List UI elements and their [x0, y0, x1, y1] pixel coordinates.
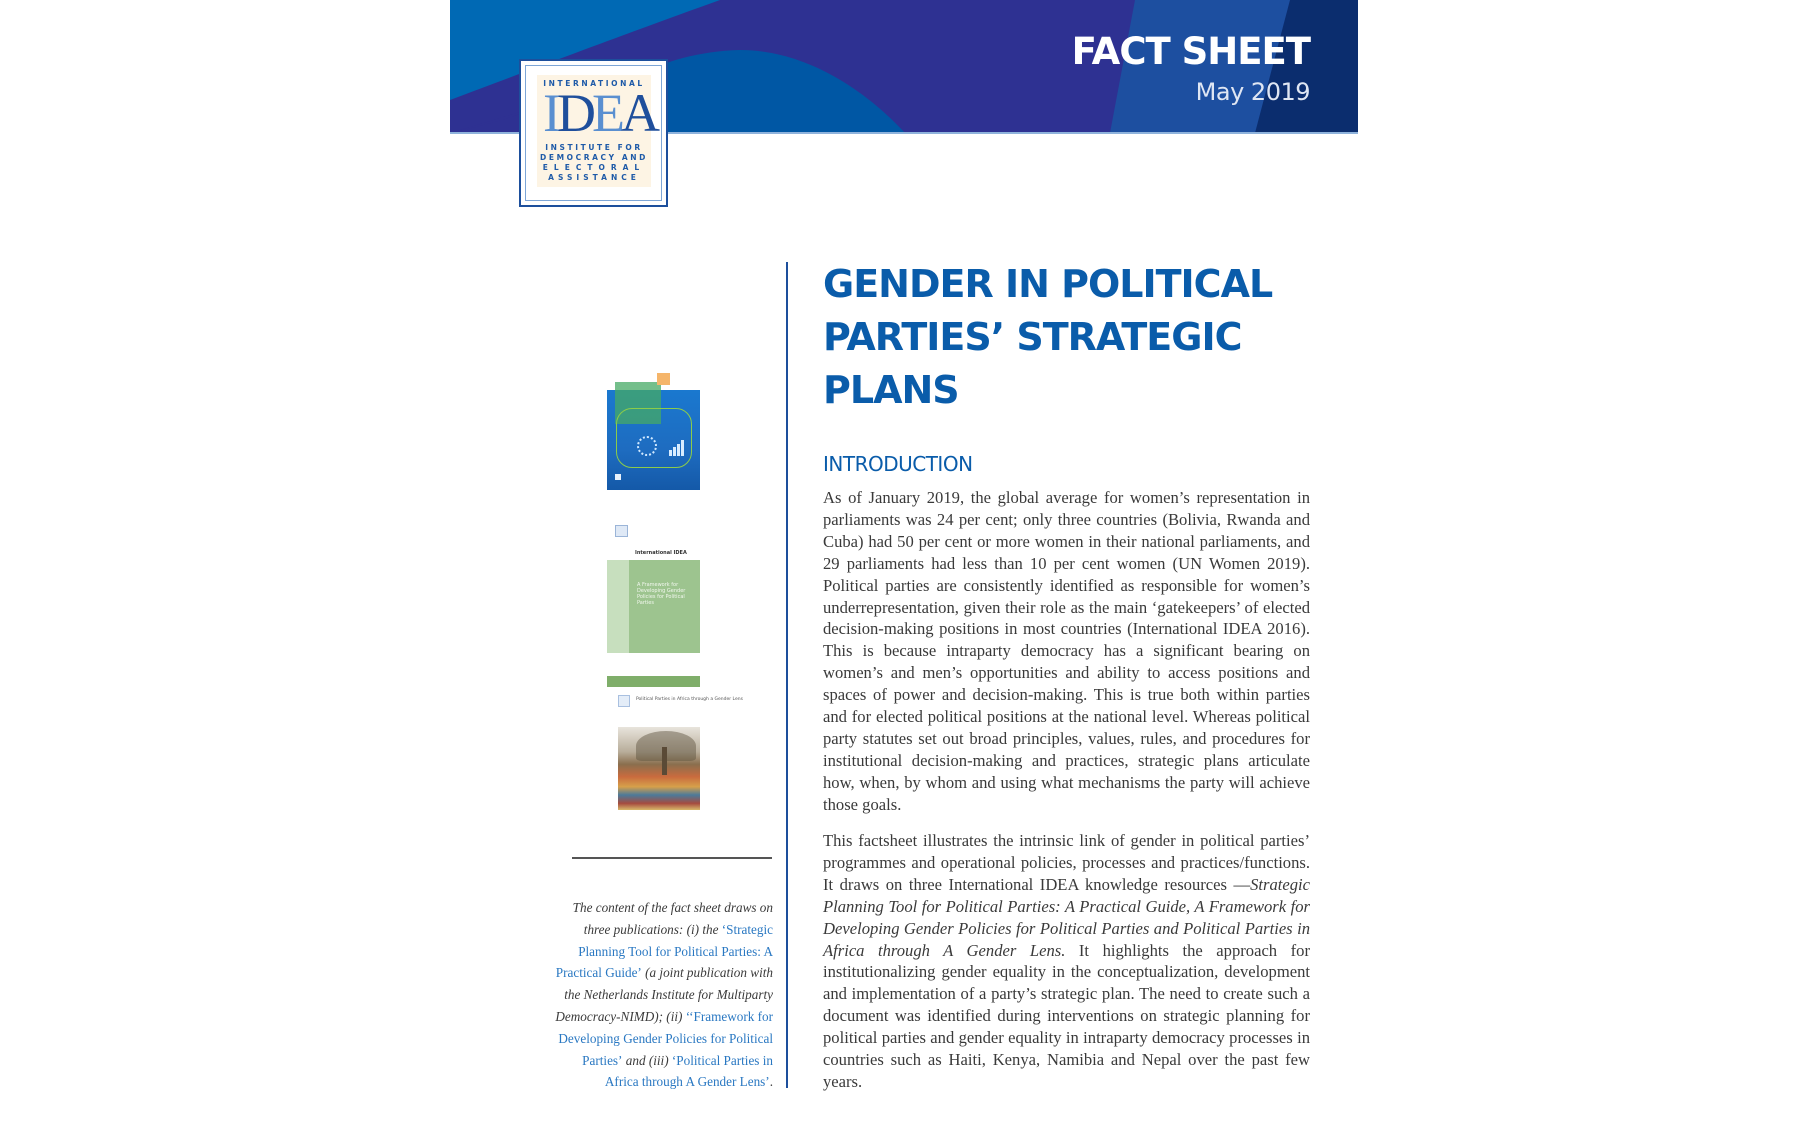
column-divider [786, 262, 788, 1088]
cover-africa-photo[interactable] [618, 727, 700, 810]
title-line-1: GENDER IN POLITICAL [823, 262, 1273, 306]
title-line-3: PLANS [823, 368, 959, 412]
tree-trunk [662, 747, 667, 775]
paragraph-2-text-a: This factsheet illustrates the intrinsic link of gender in political parties’ programmes and operational policies, processes and practices/functions. It draws on three International IDEA knowledge resources — [823, 831, 1310, 894]
cover-green-band [607, 560, 629, 653]
paragraph-2-text-b: It highlights the approach for institutionalizing gender equality in the conceptualization, development and implementation of a party’s strategic plan. The need to create such a document was identified during interventions on strategic planning for political parties and gender equality in intraparty democracy processes in countries such as Haiti, Kenya, Namibia and Nepal over the past few years. [823, 940, 1310, 1091]
publication-date: May 2019 [1195, 78, 1310, 106]
note-text-1: The content of the fact sheet draws on three publications: (i) the [572, 900, 773, 937]
logo-wordmark-idea: IDEA [543, 83, 656, 143]
sidebar-divider [572, 857, 772, 859]
logo-line-assistance: ASSISTANCE [548, 173, 640, 182]
logo-line-international: INTERNATIONAL [543, 79, 645, 88]
international-idea-logo[interactable] [519, 59, 668, 207]
cover-africa-gender-lens-strip[interactable] [607, 676, 700, 687]
cover-gender-policies-framework[interactable] [607, 520, 700, 653]
intro-paragraph-1: As of January 2019, the global average for women’s representation in parliaments was 24 per cent; only three countries (Bolivia, Rwanda and Cuba) had 50 per cent or more women in their national parliaments, and 29 parliaments had less than 10 per cent women (UN Women 2019). Political parties are consistently identified as responsible for women’s underrepresentation, given their role as the main ‘gatekeepers’ of elected decision-making positions in most countries (International IDEA 2016). This is because intraparty democracy has a significant bearing on women’s and men’s opportunities and ability to access positions and spaces of power and decision-making. This is true both within parties and for elected political positions at the national level. Whereas political party statutes set out broad principles, values, rules, and procedures for institutional decision-making and practices, strategic plans articulate how, when, by whom and using what mechanisms the party will achieve those goals. [823, 488, 1310, 814]
title-line-2: PARTIES’ STRATEGIC [823, 315, 1242, 359]
section-heading-introduction: INTRODUCTION [823, 452, 973, 476]
sidebar-sources-note [548, 897, 773, 1093]
note-text-4: . [769, 1074, 773, 1090]
document-type-label: FACT SHEET [1071, 30, 1310, 73]
logo-line-democracy: DEMOCRACY AND [540, 153, 648, 162]
logo-line-institute: INSTITUTE FOR [545, 143, 643, 152]
intro-paragraph-2 [823, 830, 1310, 1093]
link-africa-gender-lens[interactable]: ‘Political Parties in Africa through A Gender Lens’ [604, 1052, 773, 1090]
cover-publisher: International IDEA [635, 550, 687, 556]
cover-africa-title: Political Parties in Africa through a Gender Lens [636, 697, 743, 702]
cover-idea-logo [615, 525, 628, 537]
paragraph-2-publication-titles: Strategic Planning Tool for Political Parties: A Practical Guide, A Framework for Developing Gender Policies for Political Parties and Political Parties in Africa through A Gender Lens. [823, 874, 1310, 960]
cover-title: A Framework for Developing Gender Policies for Political Parties [637, 582, 686, 606]
document-title [823, 258, 1303, 417]
logo-line-electoral: ELECTORAL [542, 163, 646, 172]
note-text-2: (a joint publication with the Netherlands Institute for Multiparty Democracy-NIMD); (ii) [555, 965, 773, 1024]
note-text-3: and (iii) [622, 1052, 672, 1068]
cover-idea-logo [618, 695, 630, 707]
link-gender-policies-framework[interactable]: ‘‘Framework for Developing Gender Policies for Political Parties’ [558, 1008, 773, 1068]
link-strategic-planning-tool[interactable]: ‘Strategic Planning Tool for Political Parties: A Practical Guide’ [555, 921, 773, 981]
bar-chart-icon [669, 438, 685, 456]
logo-background [537, 75, 656, 187]
cover-accent-square [657, 373, 670, 385]
gear-icon [637, 436, 657, 456]
cover-strategic-planning-tool[interactable] [607, 390, 700, 490]
cover-publisher-logo [615, 474, 621, 480]
